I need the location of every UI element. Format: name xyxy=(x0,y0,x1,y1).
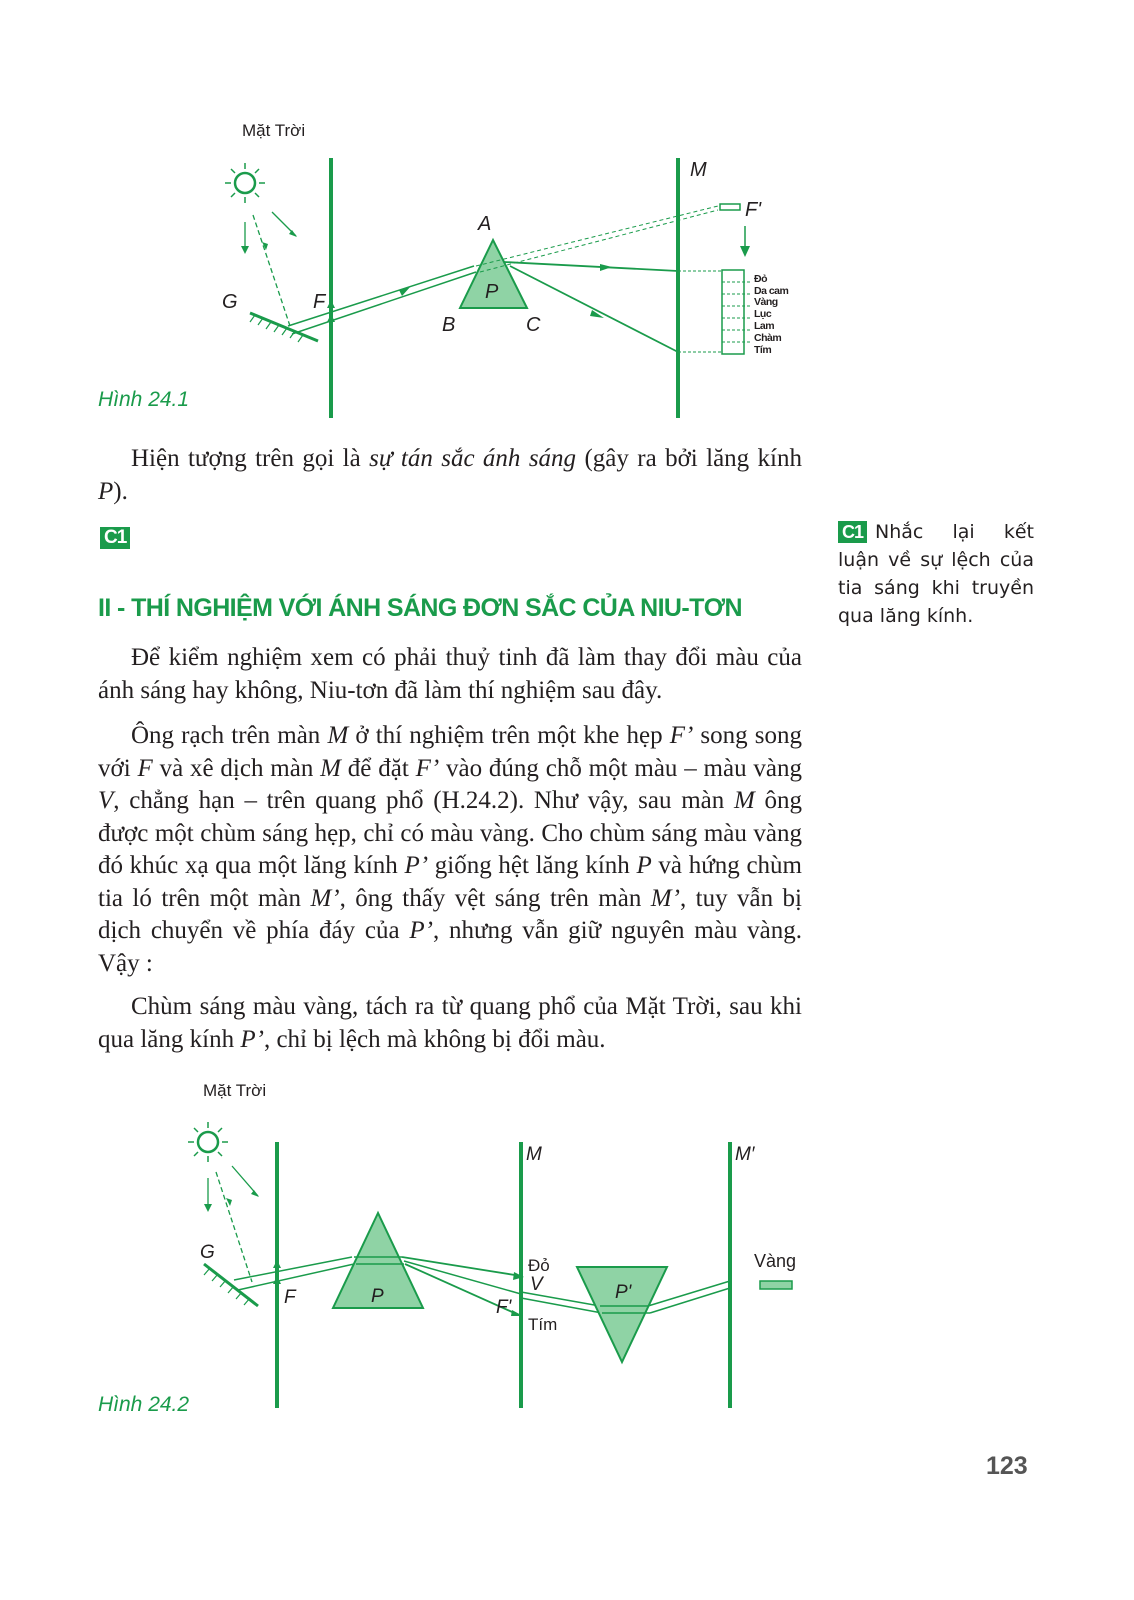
label-B: B xyxy=(442,314,456,336)
label-A: A xyxy=(478,213,492,235)
paragraph-intro: Để kiểm nghiệm xem có phải thuỷ tinh đã làm thay đổi màu của ánh sáng hay không, Niu-tơn đã làm thí nghiệm sau đây. xyxy=(98,644,802,704)
label-M: M xyxy=(526,1144,542,1165)
sidebar-text: Nhắc lại kết luận về sự lệch của tia sáng khi truyền qua lăng kính. xyxy=(838,521,1034,627)
label-do: Đỏ xyxy=(528,1256,550,1275)
paragraph-conclusion: Chùm sáng màu vàng, tách ra từ quang phổ của Mặt Trời, sau khi qua lăng kính P’, chỉ bị lệch mà không bị đổi màu. xyxy=(98,993,802,1053)
label-M: M xyxy=(690,159,707,181)
sun-label: Mặt Trời xyxy=(203,1081,267,1100)
label-F-prime: F' xyxy=(496,1297,512,1318)
label-P: P xyxy=(371,1286,384,1307)
section-heading: II - THÍ NGHIỆM VỚI ÁNH SÁNG ĐƠN SẮC CỦA NIU-TƠN xyxy=(98,594,742,622)
label-tim: Tím xyxy=(528,1315,558,1334)
sun-icon xyxy=(225,163,265,203)
label-G: G xyxy=(200,1242,215,1263)
label-F-prime: F' xyxy=(745,199,762,221)
label-P: P xyxy=(485,281,499,303)
figure-1-caption: Hình 24.1 xyxy=(98,388,190,411)
label-V: V xyxy=(530,1274,543,1295)
label-F: F xyxy=(284,1287,296,1308)
label-C: C xyxy=(526,314,541,336)
spectrum-yellow: Vàng xyxy=(754,296,778,308)
page-number: 123 xyxy=(986,1452,1028,1480)
c1-badge: C1 xyxy=(100,527,130,549)
label-M-prime: M′ xyxy=(735,1144,755,1165)
figure-24-1 xyxy=(0,0,1134,440)
sun-label: Mặt Trời xyxy=(242,121,306,140)
spectrum-red: Đỏ xyxy=(754,273,767,285)
label-G: G xyxy=(222,291,238,313)
sun-icon xyxy=(188,1122,228,1162)
label-P-prime: P' xyxy=(615,1282,632,1303)
label-vang: Vàng xyxy=(754,1251,797,1271)
figure-24-2 xyxy=(0,1060,1134,1440)
spectrum-green: Lục xyxy=(754,308,772,320)
figure-2-caption: Hình 24.2 xyxy=(98,1393,190,1416)
spectrum-blue: Lam xyxy=(754,320,775,332)
paragraph-dispersion: Hiện tượng trên gọi là sự tán sắc ánh sáng (gây ra bởi lăng kính P). xyxy=(98,445,803,505)
label-F: F xyxy=(313,291,326,313)
paragraph-experiment: Ông rạch trên màn M ở thí nghiệm trên một khe hẹp F’ song song với F và xê dịch màn M để đặt F’ vào đúng chỗ một màu – màu vàng V, chẳng hạn – trên quang phổ (H.24.2). Như vậy, sau màn M ông được một chùm sáng hẹp, chỉ có màu vàng. Cho chùm sáng màu vàng đó khúc xạ qua một lăng kính P’ giống hệt lăng kính P và hứng chùm tia ló trên một màn M’, ông thấy vệt sáng trên màn M’, tuy vẫn bị dịch chuyển về phía đáy của P’, nhưng vẫn giữ nguyên màu vàng. Vậy : xyxy=(98,722,803,977)
sidebar-note xyxy=(838,518,1034,630)
sidebar-c1-badge: C1 xyxy=(838,521,867,543)
spectrum-violet: Tím xyxy=(754,344,772,356)
spectrum-orange: Da cam xyxy=(754,285,789,297)
spectrum-indigo: Chàm xyxy=(754,332,782,344)
